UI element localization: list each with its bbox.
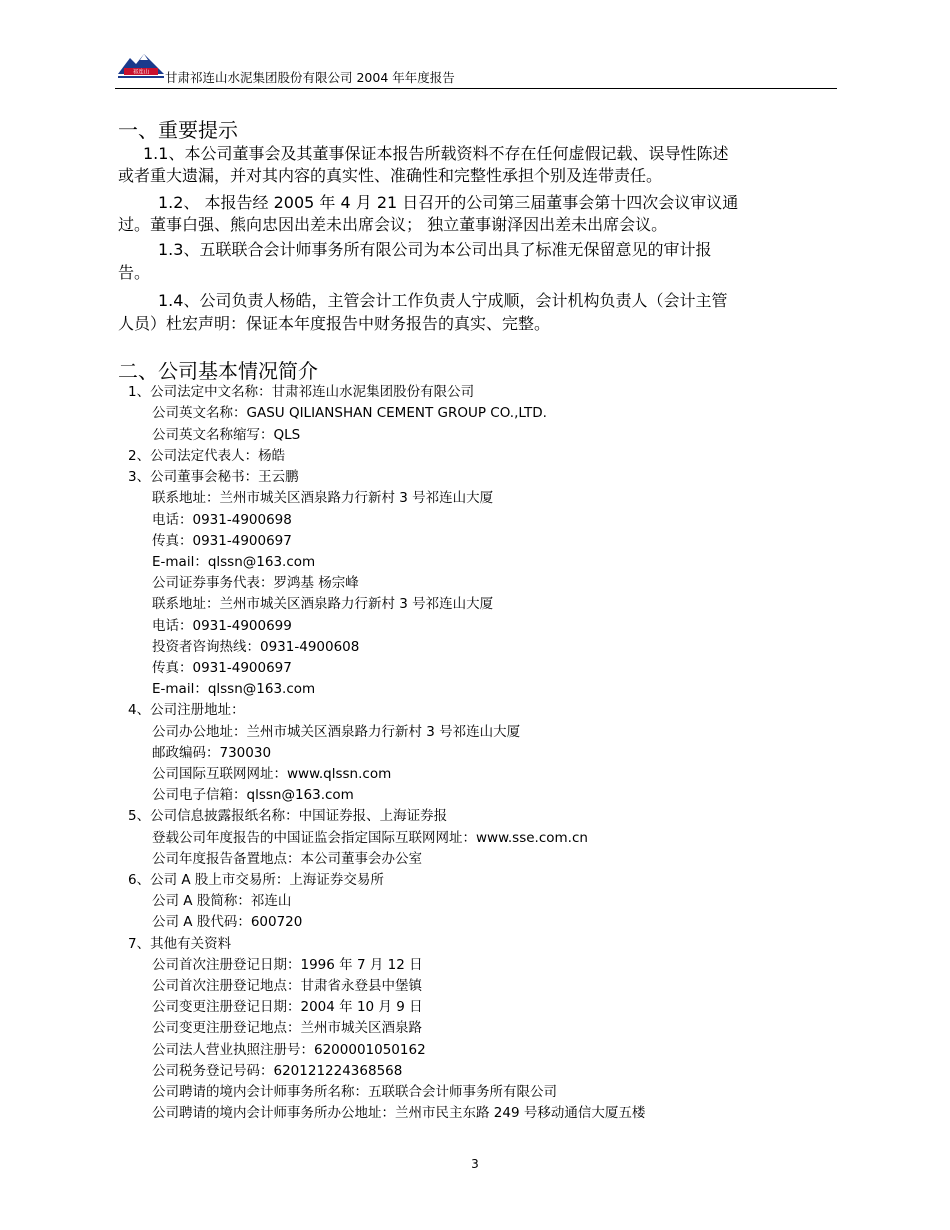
info-item: 公司变更注册登记日期：2004 年 10 月 9 日 [152, 999, 423, 1015]
header-divider [115, 88, 837, 89]
info-item: 公司聘请的境内会计师事务所名称：五联联合会计师事务所有限公司 [152, 1084, 557, 1100]
info-item: 公司首次注册登记日期：1996 年 7 月 12 日 [152, 957, 423, 973]
notes-line: 或者重大遗漏，并对其内容的真实性、准确性和完整性承担个别及连带责任。 [118, 166, 663, 185]
info-item: 公司聘请的境内会计师事务所办公地址：兰州市民主东路 249 号移动通信大厦五楼 [152, 1105, 646, 1121]
logo-text: 祁连山 [132, 69, 150, 76]
info-item: 邮政编码：730030 [152, 745, 272, 761]
info-item: 3、公司董事会秘书：王云鹏 [128, 469, 299, 485]
notes-line: 过。董事白强、熊向忠因出差未出席会议； 独立董事谢泽因出差未出席会议。 [118, 215, 668, 234]
info-item: 电话：0931-4900699 [152, 618, 292, 634]
notes-line: 1.1、本公司董事会及其董事保证本报告所载资料不存在任何虚假记载、误导性陈述 [143, 144, 729, 163]
info-item: 公司税务登记号码：620121224368568 [152, 1063, 403, 1079]
info-item: 公司证券事务代表：罗鸿基 杨宗峰 [152, 575, 359, 591]
info-item: 传真：0931-4900697 [152, 660, 292, 676]
page-number: 3 [471, 1157, 479, 1171]
info-item: E-mail：qlssn@163.com [152, 681, 316, 697]
info-item: 公司国际互联网网址：www.qlssn.com [152, 766, 392, 782]
info-item: 投资者咨询热线：0931-4900608 [152, 639, 360, 655]
info-item: 公司 A 股简称：祁连山 [152, 893, 292, 909]
info-item: 公司变更注册登记地点：兰州市城关区酒泉路 [152, 1020, 422, 1036]
info-item: 公司 A 股代码：600720 [152, 914, 303, 930]
info-item: 公司法人营业执照注册号：6200001050162 [152, 1042, 426, 1058]
info-item: E-mail：qlssn@163.com [152, 554, 316, 570]
info-item: 传真：0931-4900697 [152, 533, 292, 549]
notes-line: 1.2、 本报告经 2005 年 4 月 21 日召开的公司第三届董事会第十四次会议审议通 [158, 193, 739, 212]
report-title: 甘肃祁连山水泥集团股份有限公司 2004 年年度报告 [165, 70, 455, 85]
info-item: 公司首次注册登记地点：甘肃省永登县中堡镇 [152, 978, 422, 994]
info-item: 4、公司注册地址： [128, 702, 245, 718]
notes-line: 告。 [118, 263, 151, 282]
page-header [115, 52, 837, 92]
info-item: 登载公司年度报告的中国证监会指定国际互联网网址：www.sse.com.cn [152, 830, 588, 846]
info-item: 1、公司法定中文名称：甘肃祁连山水泥集团股份有限公司 [128, 384, 475, 400]
section-heading-company-profile: 二、公司基本情况简介 [118, 359, 318, 383]
notes-line: 人员）杜宏声明：保证本年度报告中财务报告的真实、完整。 [118, 314, 551, 333]
company-logo [118, 52, 164, 82]
info-item: 公司英文名称：GASU QILIANSHAN CEMENT GROUP CO.,LTD. [152, 405, 547, 421]
info-item: 5、公司信息披露报纸名称：中国证券报、上海证券报 [128, 808, 448, 824]
info-item: 2、公司法定代表人：杨皓 [128, 448, 286, 464]
info-item: 7、其他有关资料 [128, 936, 232, 952]
info-item: 6、公司 A 股上市交易所：上海证券交易所 [128, 872, 384, 888]
info-item: 联系地址：兰州市城关区酒泉路力行新村 3 号祁连山大厦 [152, 596, 494, 612]
info-item: 公司英文名称缩写：QLS [152, 427, 301, 443]
notes-line: 1.3、五联联合会计师事务所有限公司为本公司出具了标准无保留意见的审计报 [158, 240, 712, 259]
info-item: 联系地址：兰州市城关区酒泉路力行新村 3 号祁连山大厦 [152, 490, 494, 506]
info-item: 公司电子信箱：qlssn@163.com [152, 787, 354, 803]
info-item: 电话：0931-4900698 [152, 512, 292, 528]
notes-line: 1.4、公司负责人杨皓，主管会计工作负责人宁成顺，会计机构负责人（会计主管 [158, 291, 728, 310]
info-item: 公司年度报告备置地点：本公司董事会办公室 [152, 851, 422, 867]
section-heading-important-notes: 一、重要提示 [118, 118, 238, 142]
info-item: 公司办公地址：兰州市城关区酒泉路力行新村 3 号祁连山大厦 [152, 724, 521, 740]
